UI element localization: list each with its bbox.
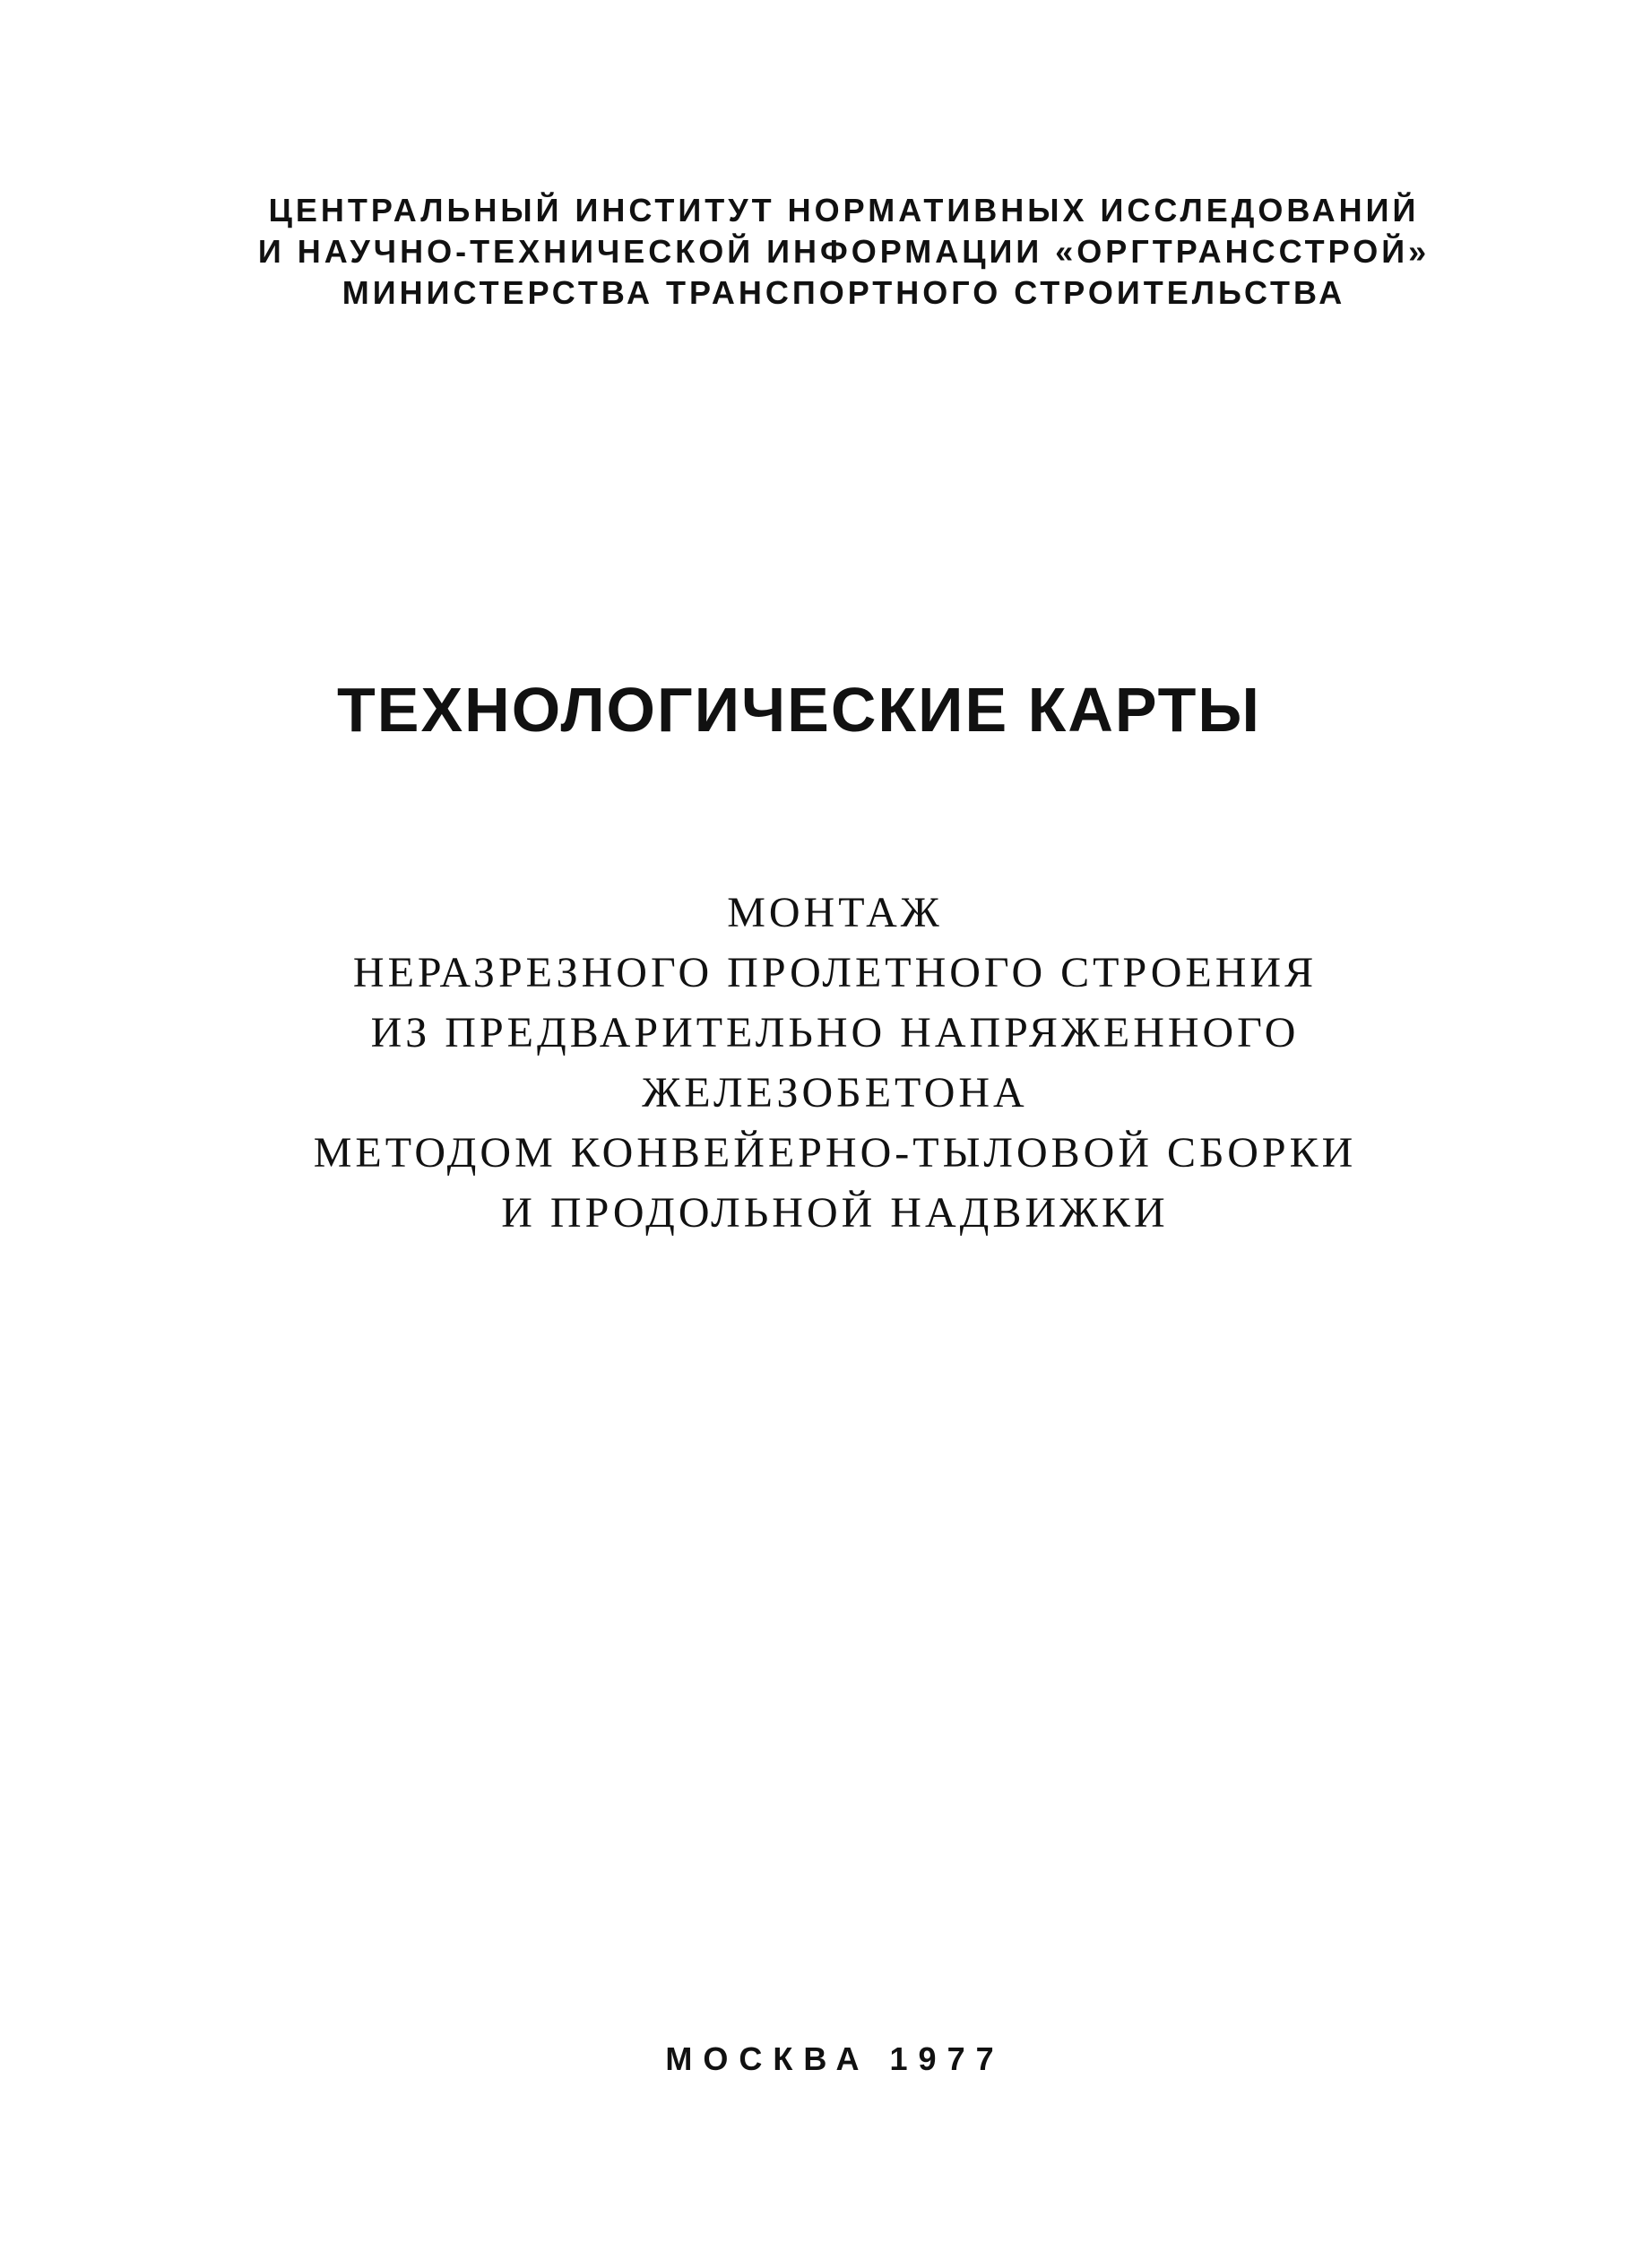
imprint-place-year: МОСКВА 1977: [665, 2040, 1005, 2077]
document-subtitle: [18, 883, 1634, 1243]
publisher-line-1: ЦЕНТРАЛЬНЫЙ ИНСТИТУТ НОРМАТИВНЫХ ИССЛЕДОВАНИЙ: [268, 192, 1420, 229]
document-title: ТЕХНОЛОГИЧЕСКИЕ КАРТЫ: [337, 675, 1261, 745]
subtitle-line-3: ИЗ ПРЕДВАРИТЕЛЬНО НАПРЯЖЕННОГО: [370, 1009, 1300, 1056]
subtitle-line-1: МОНТАЖ: [727, 889, 943, 936]
publisher-header: [27, 190, 1634, 314]
subtitle-line-6: И ПРОДОЛЬНОЙ НАДВИЖКИ: [501, 1189, 1169, 1237]
subtitle-line-5: МЕТОДОМ КОНВЕЙЕРНО-ТЫЛОВОЙ СБОРКИ: [313, 1129, 1357, 1177]
publisher-line-2: И НАУЧНО-ТЕХНИЧЕСКОЙ ИНФОРМАЦИИ «ОРГТРАНССТРОЙ»: [257, 233, 1431, 270]
subtitle-line-2: НЕРАЗРЕЗНОГО ПРОЛЕТНОГО СТРОЕНИЯ: [352, 949, 1318, 996]
publisher-line-3: МИНИСТЕРСТВА ТРАНСПОРТНОГО СТРОИТЕЛЬСТВА: [341, 274, 1346, 311]
subtitle-line-4: ЖЕЛЕЗОБЕТОНА: [642, 1069, 1028, 1117]
